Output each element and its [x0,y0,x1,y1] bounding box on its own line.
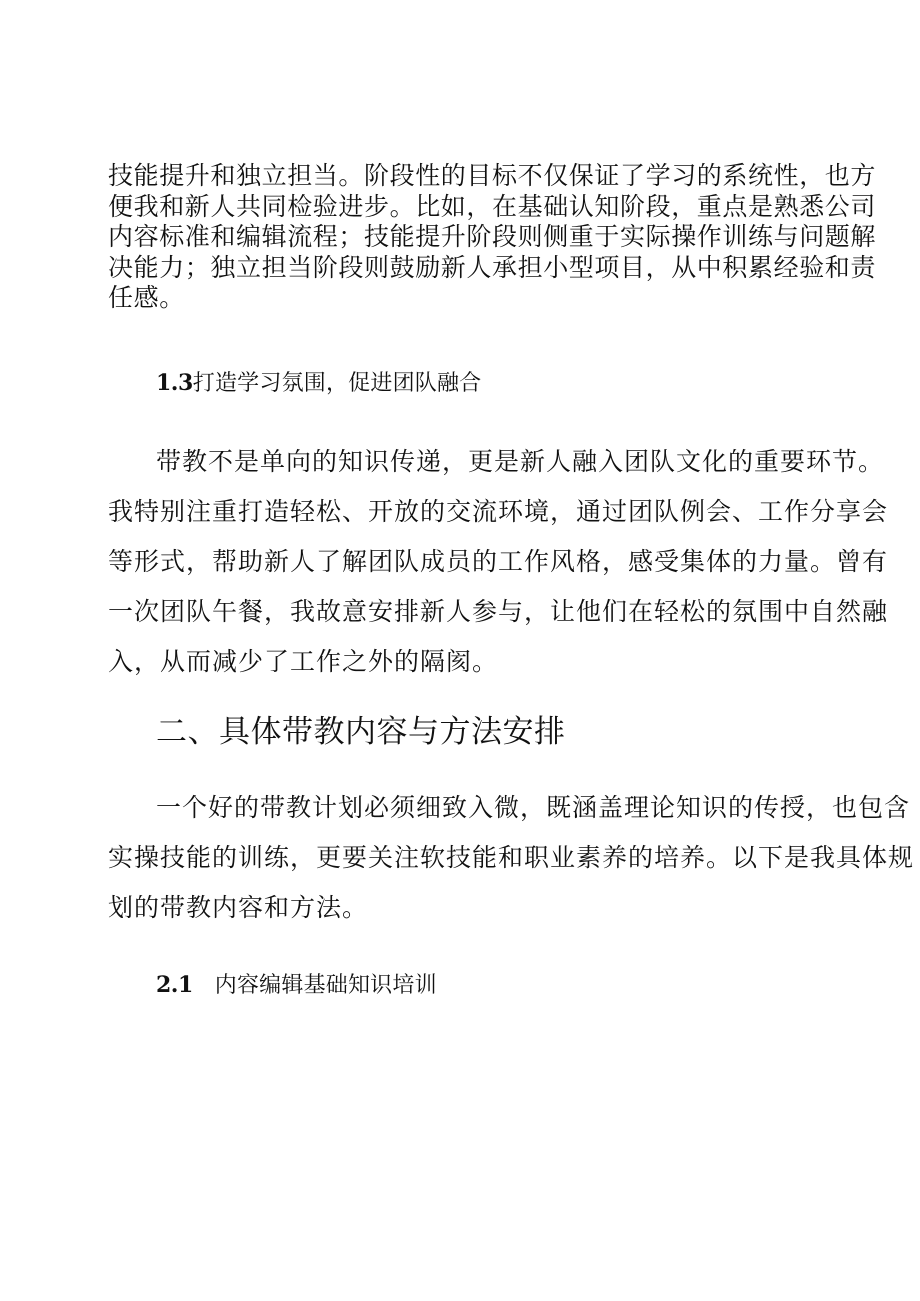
paragraph-line: 入，从而减少了工作之外的隔阂。 [108,647,499,676]
paragraph-line: 我特别注重打造轻松、开放的交流环境，通过团队例会、工作分享会 [108,497,889,526]
section-heading-1-3 [156,368,481,399]
section-heading-2-1 [156,970,437,1001]
paragraph-line: 决能力；独立担当阶段则鼓励新人承担小型项目，从中积累经验和责 [108,252,877,282]
section-1-3-paragraph [108,437,889,687]
paragraph-line: 一次团队午餐，我故意安排新人参与，让他们在轻松的氛围中自然融 [108,597,889,626]
paragraph-line: 技能提升和独立担当。阶段性的目标不仅保证了学习的系统性，也方 [108,161,877,190]
paragraph-line: 任感。 [108,283,185,312]
section-number: 1.3 [156,370,193,396]
chapter-2-paragraph [108,783,915,933]
paragraph-line: 带教不是单向的知识传递，更是新人融入团队文化的重要环节。 [156,447,885,476]
section-number: 2.1 [156,972,193,998]
paragraph-line: 实操技能的训练，更要关注软技能和职业素养的培养。以下是我具体规 [108,843,915,872]
paragraph-line: 一个好的带教计划必须细致入微，既涵盖理论知识的传授，也包含 [156,793,911,822]
section-title: 打造学习氛围，促进团队融合 [192,371,482,396]
chapter-heading-2: 二、具体带教内容与方法安排 [156,714,566,750]
paragraph-line: 内容标准和编辑流程；技能提升阶段则侧重于实际操作训练与问题解 [108,222,877,251]
paragraph-line: 等形式，帮助新人了解团队成员的工作风格，感受集体的力量。曾有 [108,547,889,576]
intro-paragraph [108,161,877,314]
paragraph-line: 便我和新人共同检验进步。比如，在基础认知阶段，重点是熟悉公司 [108,191,877,221]
paragraph-line: 划的带教内容和方法。 [108,893,369,922]
section-title: 内容编辑基础知识培训 [214,973,437,998]
